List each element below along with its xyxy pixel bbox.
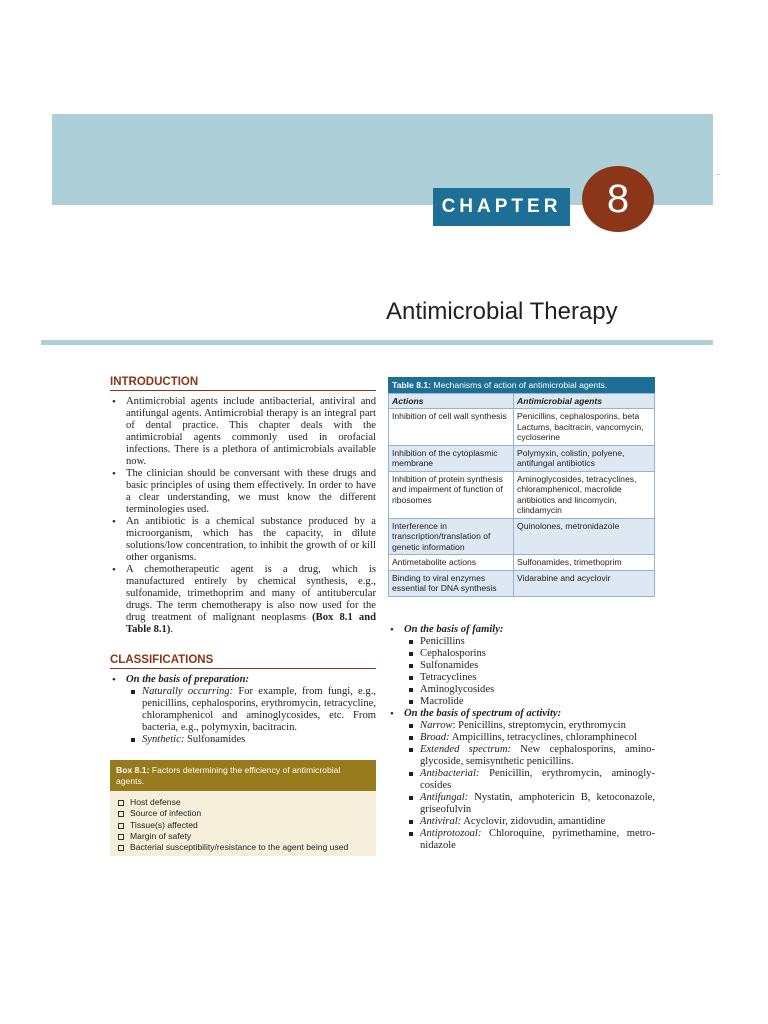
natural-label: Naturally occurring:	[142, 686, 234, 697]
spectrum-item-text: Ampicillins, tetracyclines, chloramphinecol	[449, 732, 638, 743]
list-item	[404, 720, 655, 732]
family-label: On the basis of family:	[404, 624, 504, 635]
chapter-number-badge: 8	[582, 166, 654, 232]
table-caption-text: Mechanisms of action of antimicrobial agents.	[433, 380, 608, 390]
list-item	[404, 744, 655, 768]
list-item	[388, 624, 655, 708]
chemo-end: .	[170, 624, 174, 635]
list-item: Tissue(s) affected	[116, 820, 370, 831]
list-item	[110, 564, 376, 636]
table-row	[389, 409, 655, 446]
list-item	[126, 686, 376, 734]
list-item: Cephalosporins	[404, 648, 655, 660]
spectrum-item-label: Extended spectrum:	[420, 744, 512, 755]
table-cell: Inhibition of cell wall synthesis	[389, 409, 514, 446]
classifications-body	[110, 674, 376, 746]
spectrum-item-text: Acyclovir, zidovudin, amantidine	[461, 816, 606, 827]
table-8-1	[388, 377, 655, 597]
introduction-heading: INTRODUCTION	[110, 376, 376, 391]
spectrum-item-label: Narrow	[420, 720, 453, 731]
title-rule	[41, 340, 713, 345]
box-title-label: Box 8.1:	[116, 765, 150, 775]
list-item	[404, 732, 655, 744]
spectrum-item-text: Penicillin, erythromycin, aminogly-cosides	[420, 768, 655, 791]
preparation-label: On the basis of preparation:	[126, 674, 250, 685]
table-cell: Antimetabolite actions	[389, 555, 514, 571]
spectrum-item-sep: :	[452, 720, 456, 731]
box-8-1	[110, 760, 376, 856]
spectrum-item-text: Chloroquine, pyrimethamine, metro-nidazole	[420, 828, 655, 851]
list-item: • An antibiotic is a chemical substance produced by a microorganism, which has the capacity, in dilute solutions/low concentration, to inhibit the growth of or kill other organisms.	[110, 516, 376, 564]
list-item: Macrolide	[404, 696, 655, 708]
table-cell: Sulfonamides, trimethoprim	[514, 555, 655, 571]
table-cell: Inhibition of the cytoplasmic membrane	[389, 445, 514, 471]
spectrum-item-label: Antiprotozoal:	[420, 828, 482, 839]
list-item: Margin of safety	[116, 831, 370, 842]
list-item: Source of infection	[116, 808, 370, 819]
table-row	[389, 471, 655, 518]
table-caption-label: Table 8.1:	[392, 380, 432, 390]
spectrum-item-label: Antibacterial:	[420, 768, 480, 779]
list-item: Sulfonamides	[404, 660, 655, 672]
spectrum-item-text: Penicillins, streptomycin, erythromycin	[455, 720, 626, 731]
list-item: Bacterial susceptibility/resistance to the agent being used	[116, 842, 370, 853]
column-header-actions: Actions	[389, 394, 514, 409]
spectrum-item-label: Antifungal:	[420, 792, 469, 803]
table-cell: Interference in transcription/translation of genetic information	[389, 518, 514, 555]
page-title: Antimicrobial Therapy	[386, 298, 618, 325]
natural-text: For example, from fungi, e.g., penicillins, cephalosporins, erythromycin, tetracycline, chloramphenicol and aminoglycosides, etc. From bacteria, e.g., polymyxin, bacitracin.	[142, 686, 376, 733]
table-cell: Penicillins, cephalosporins, beta Lactums, bacitracin, vancomycin, cycloserine	[514, 409, 655, 446]
right-classifications	[388, 624, 655, 852]
classifications-heading: CLASSIFICATIONS	[110, 654, 376, 669]
list-item	[110, 674, 376, 746]
table-header-row	[389, 394, 655, 409]
list-item: • The clinician should be conversant with these drugs and basic principles of using them effectively. In order to have a clear understanding, we must know the different terminologies used.	[110, 468, 376, 516]
table-cell: Polymyxin, colistin, polyene, antifungal antibiotics	[514, 445, 655, 471]
synthetic-label: Synthetic:	[142, 734, 185, 745]
table-row	[389, 570, 655, 596]
spectrum-item-label: Broad:	[420, 732, 450, 743]
table-row	[389, 445, 655, 471]
table-row	[389, 555, 655, 571]
list-item: Tetracyclines	[404, 672, 655, 684]
table-caption	[388, 377, 655, 393]
column-header-agents: Antimicrobial agents	[514, 394, 655, 409]
box-title	[110, 760, 376, 791]
list-item: Host defense	[116, 797, 370, 808]
list-item	[404, 828, 655, 852]
list-item	[388, 708, 655, 852]
list-item: Penicillins	[404, 636, 655, 648]
table-cell: Vidarabine and acyclovir	[514, 570, 655, 596]
chemo-text: A chemotherapeutic agent is a drug, which is manufactured entirely by chemical synthesis, e.g., sulfonamide, trimethoprim and many of antitubercular drugs. The term chemotherapy is also now used for the drug treatment of malignant neoplasms	[126, 564, 376, 623]
synthetic-text: Sulfonamides	[187, 734, 246, 745]
table-cell: Aminoglycosides, tetracyclines, chloramphenicol, macrolide antibiotics and lincomycin, clindamycin	[514, 471, 655, 518]
list-item	[126, 734, 376, 746]
list-item	[404, 816, 655, 828]
table-row	[389, 518, 655, 555]
list-item	[404, 792, 655, 816]
list-item: • Antimicrobial agents include antibacterial, antiviral and antifungal agents. Antimicrobial therapy is an integral part of dental practice. This chapter deals with the antimicrobial agents commonly used in orofacial infections. There is a plethora of antimicrobials available now.	[110, 396, 376, 468]
spectrum-item-text: Nystatin, amphotericin B, ketoconazole, griseofulvin	[420, 792, 655, 815]
table-cell: Inhibition of protein synthesis and impairment of function of ribosomes	[389, 471, 514, 518]
decorative-mark	[716, 174, 720, 175]
spectrum-item-label: Antiviral:	[420, 816, 462, 827]
box-list	[110, 791, 376, 853]
spectrum-item-text: New cephalosporins, amino-glycoside, semisynthetic penicillins.	[420, 744, 655, 767]
introduction-body	[110, 396, 376, 636]
chemo-reference: (Box 8.1 and Table 8.1)	[126, 612, 376, 635]
list-item: Aminoglycosides	[404, 684, 655, 696]
chapter-label: CHAPTER	[433, 188, 570, 226]
list-item	[404, 768, 655, 792]
spectrum-label: On the basis of spectrum of activity:	[404, 708, 562, 719]
box-title-text: Factors determining the efficiency of antimicrobial agents.	[116, 765, 341, 786]
table-cell: Quinolones, metronidazole	[514, 518, 655, 555]
table-cell: Binding to viral enzymes essential for DNA synthesis	[389, 570, 514, 596]
